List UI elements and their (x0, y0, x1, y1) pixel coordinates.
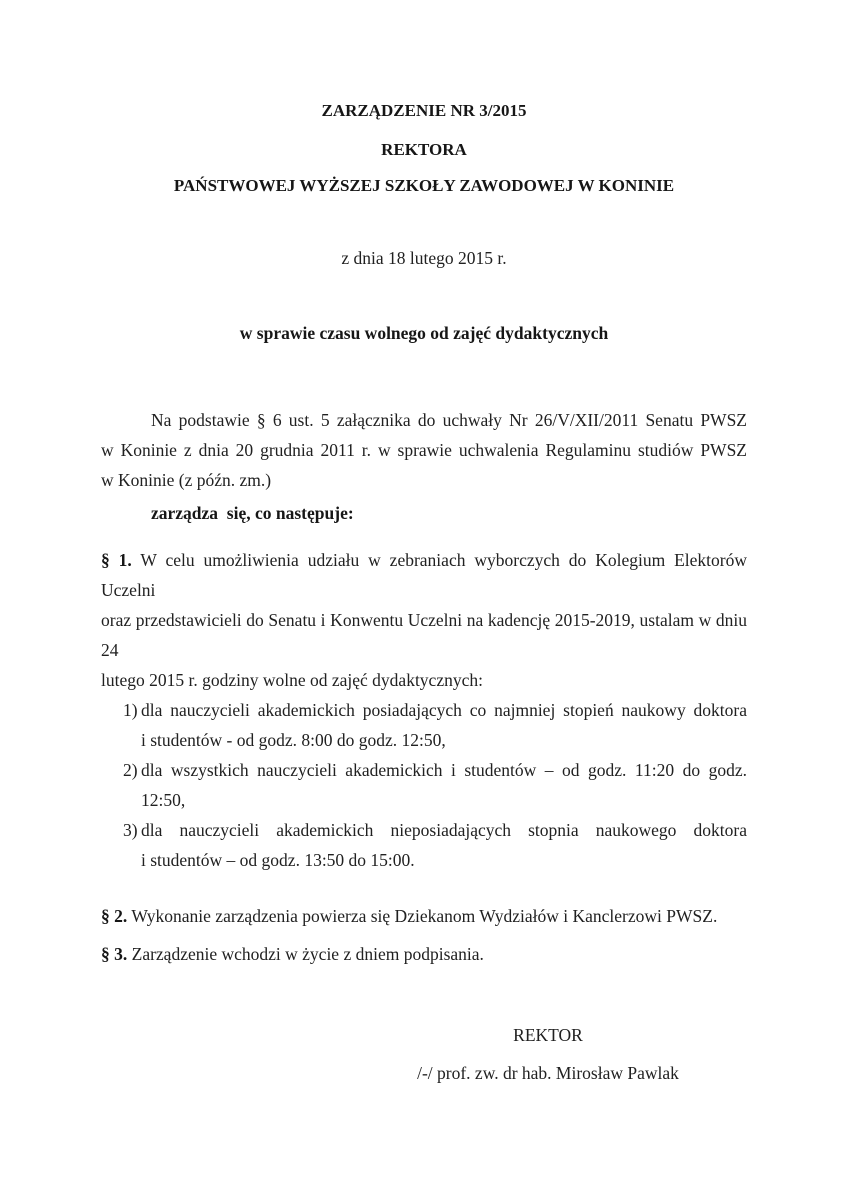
preamble-paragraph (101, 405, 747, 495)
section-3-marker: § 3. (101, 944, 128, 964)
list-item-number: 2) (123, 760, 138, 780)
list-item (101, 755, 747, 815)
document-header (101, 96, 747, 348)
list-item-line: dla wszystkich nauczycieli akademickich i studentów – od godz. 11:20 do godz. (141, 760, 747, 780)
institution-line: PAŃSTWOWEJ WYŻSZEJ SZKOŁY ZAWODOWEJ W KONINIE (173, 176, 675, 195)
list-item-number: 3) (123, 820, 138, 840)
section-1-text: W celu umożliwienia udziału w zebraniach wyborczych do Kolegium Elektorów Uczelni (101, 550, 747, 600)
section-1-marker: § 1. (101, 550, 132, 570)
list-item-number: 1) (123, 700, 138, 720)
list-item (101, 695, 747, 755)
date-line: z dnia 18 lutego 2015 r. (341, 248, 507, 268)
list-item (101, 815, 747, 875)
ordaining-clause: zarządza się, co następuje: (151, 503, 354, 523)
list-item-line: i studentów – od godz. 13:50 do 15:00. (141, 850, 415, 870)
signature-name: /-/ prof. zw. dr hab. Mirosław Pawlak (417, 1063, 679, 1083)
preamble-line: Na podstawie § 6 ust. 5 załącznika do uchwały Nr 26/V/XII/2011 Senatu PWSZ (151, 410, 747, 430)
section-1-line: oraz przedstawicieli do Senatu i Konwentu Uczelni na kadencję 2015-2019, ustalam w dniu 24 (101, 610, 747, 660)
list-item-line: dla nauczycieli akademickich nieposiadających stopnia naukowego doktora (141, 820, 747, 840)
signature-title: REKTOR (513, 1025, 583, 1045)
section-2 (101, 901, 747, 931)
section-2-text: Wykonanie zarządzenia powierza się Dziekanom Wydziałów i Kanclerzowi PWSZ. (131, 906, 718, 926)
section-1-line: lutego 2015 r. godziny wolne od zajęć dydaktycznych: (101, 670, 483, 690)
preamble-line: w Koninie (z późn. zm.) (101, 470, 272, 490)
section-3 (101, 939, 747, 969)
issuer-line: REKTORA (381, 140, 467, 159)
list-item-line: i studentów - od godz. 8:00 do godz. 12:50, (141, 730, 446, 750)
list-item-line: 12:50, (141, 790, 186, 810)
section-1-line (101, 545, 747, 605)
preamble-line: w Koninie z dnia 20 grudnia 2011 r. w sprawie uchwalenia Regulaminu studiów PWSZ (101, 440, 747, 460)
section-2-marker: § 2. (101, 906, 128, 926)
section-1 (101, 545, 747, 875)
section-3-text: Zarządzenie wchodzi w życie z dniem podpisania. (131, 944, 484, 964)
subject-line: w sprawie czasu wolnego od zajęć dydaktycznych (239, 323, 609, 343)
signature-block (388, 1020, 708, 1088)
list-item-line: dla nauczycieli akademickich posiadających co najmniej stopień naukowy doktora (141, 700, 747, 720)
document-title: ZARZĄDZENIE NR 3/2015 (321, 101, 527, 120)
